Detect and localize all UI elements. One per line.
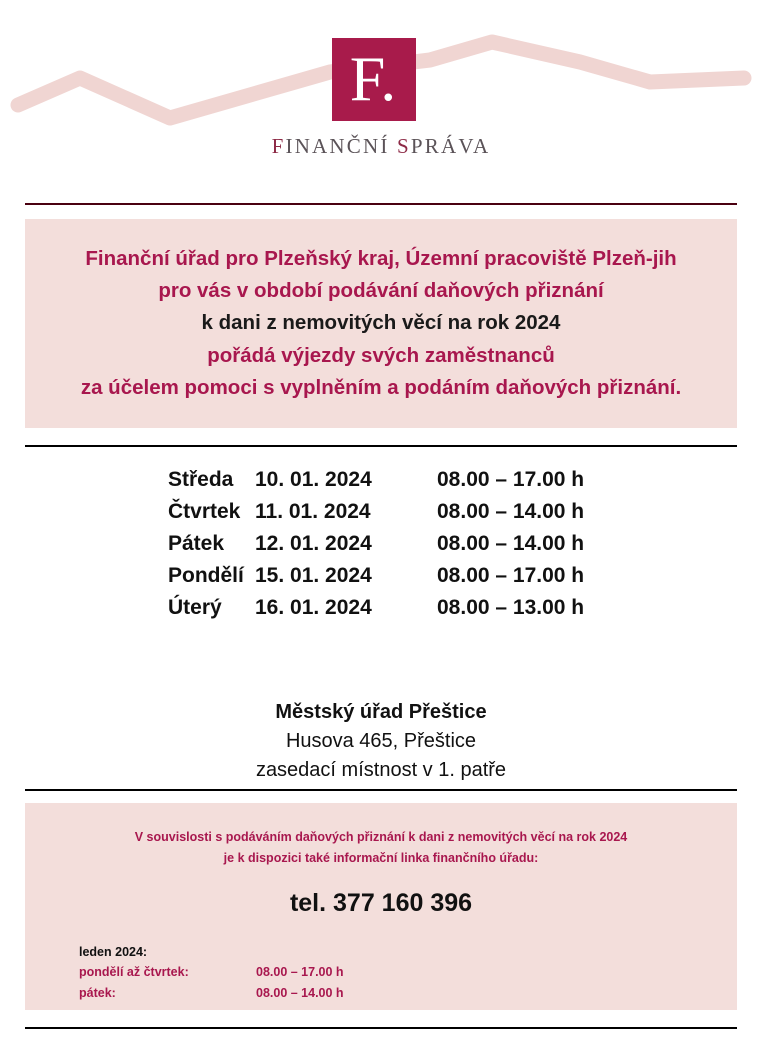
- divider-below-banner: [25, 445, 737, 447]
- wordmark-part-one: INANČNÍ: [285, 134, 398, 158]
- venue-block: [0, 698, 762, 784]
- list-item: [79, 962, 737, 983]
- schedule-day: Úterý: [168, 596, 222, 619]
- table-row: [0, 596, 762, 628]
- wordmark-financni-sprava: [0, 134, 762, 159]
- logo-letter-f: F.: [349, 42, 397, 114]
- wordmark-initial-s: S: [397, 134, 411, 158]
- divider-bottom: [25, 1027, 737, 1029]
- info-hours-label: pondělí až čtvrtek:: [79, 965, 189, 980]
- divider-above-infobox: [25, 789, 737, 791]
- banner-line-5: za účelem pomoci s vyplněním a podáním daňových přiznání.: [80, 375, 682, 399]
- banner-line-4: pořádá výjezdy svých zaměstnanců: [207, 343, 555, 367]
- schedule-time: 08.00 – 17.00 h: [437, 564, 585, 587]
- info-telephone: tel. 377 160 396: [289, 888, 473, 917]
- info-hours-title: leden 2024:: [79, 944, 148, 959]
- info-note-line-2: je k dispozici také informační linka finančního úřadu:: [223, 851, 539, 866]
- list-item: [79, 983, 737, 1004]
- divider-top: [25, 203, 737, 205]
- wordmark-part-two: PRÁVA: [410, 134, 491, 158]
- schedule-day: Středa: [168, 468, 234, 491]
- schedule-day: Pátek: [168, 532, 225, 555]
- visit-schedule: [0, 468, 762, 628]
- schedule-date: 11. 01. 2024: [255, 500, 371, 523]
- schedule-date: 16. 01. 2024: [255, 596, 372, 619]
- info-hours-block: [25, 942, 737, 1004]
- finance-administration-logo: [332, 38, 416, 121]
- schedule-time: 08.00 – 13.00 h: [437, 596, 585, 619]
- venue-address: Husova 465, Přeštice: [285, 729, 477, 752]
- table-row: [0, 532, 762, 564]
- schedule-date: 12. 01. 2024: [255, 532, 372, 555]
- schedule-time: 08.00 – 14.00 h: [437, 500, 585, 523]
- schedule-date: 15. 01. 2024: [255, 564, 372, 587]
- schedule-time: 08.00 – 14.00 h: [437, 532, 585, 555]
- banner-line-2: pro vás v období podávání daňových přiznání: [158, 279, 604, 303]
- venue-name: Městský úřad Přeštice: [275, 701, 487, 723]
- banner-line-1: Finanční úřad pro Plzeňský kraj, Územní pracoviště Plzeň-jih: [85, 247, 677, 271]
- banner-line-3: k dani z nemovitých věcí na rok 2024: [201, 311, 561, 335]
- schedule-date: 10. 01. 2024: [255, 468, 372, 491]
- table-row: [0, 468, 762, 500]
- document-header: [0, 0, 762, 182]
- venue-room: zasedací místnost v 1. patře: [255, 758, 507, 781]
- info-hours-value: 08.00 – 14.00 h: [256, 985, 344, 1000]
- schedule-day: Čtvrtek: [168, 500, 241, 523]
- table-row: [0, 500, 762, 532]
- info-hours-label: pátek:: [79, 985, 116, 1000]
- info-hours-value: 08.00 – 17.00 h: [256, 965, 344, 980]
- schedule-time: 08.00 – 17.00 h: [437, 468, 585, 491]
- wordmark-initial-f: F: [271, 134, 286, 158]
- info-note-line-1: V souvislosti s podáváním daňových přiznání k dani z nemovitých věcí na rok 2024: [134, 830, 628, 844]
- info-line-box: [25, 803, 737, 1010]
- announcement-banner: [25, 219, 737, 428]
- schedule-day: Pondělí: [168, 564, 244, 587]
- table-row: [0, 564, 762, 596]
